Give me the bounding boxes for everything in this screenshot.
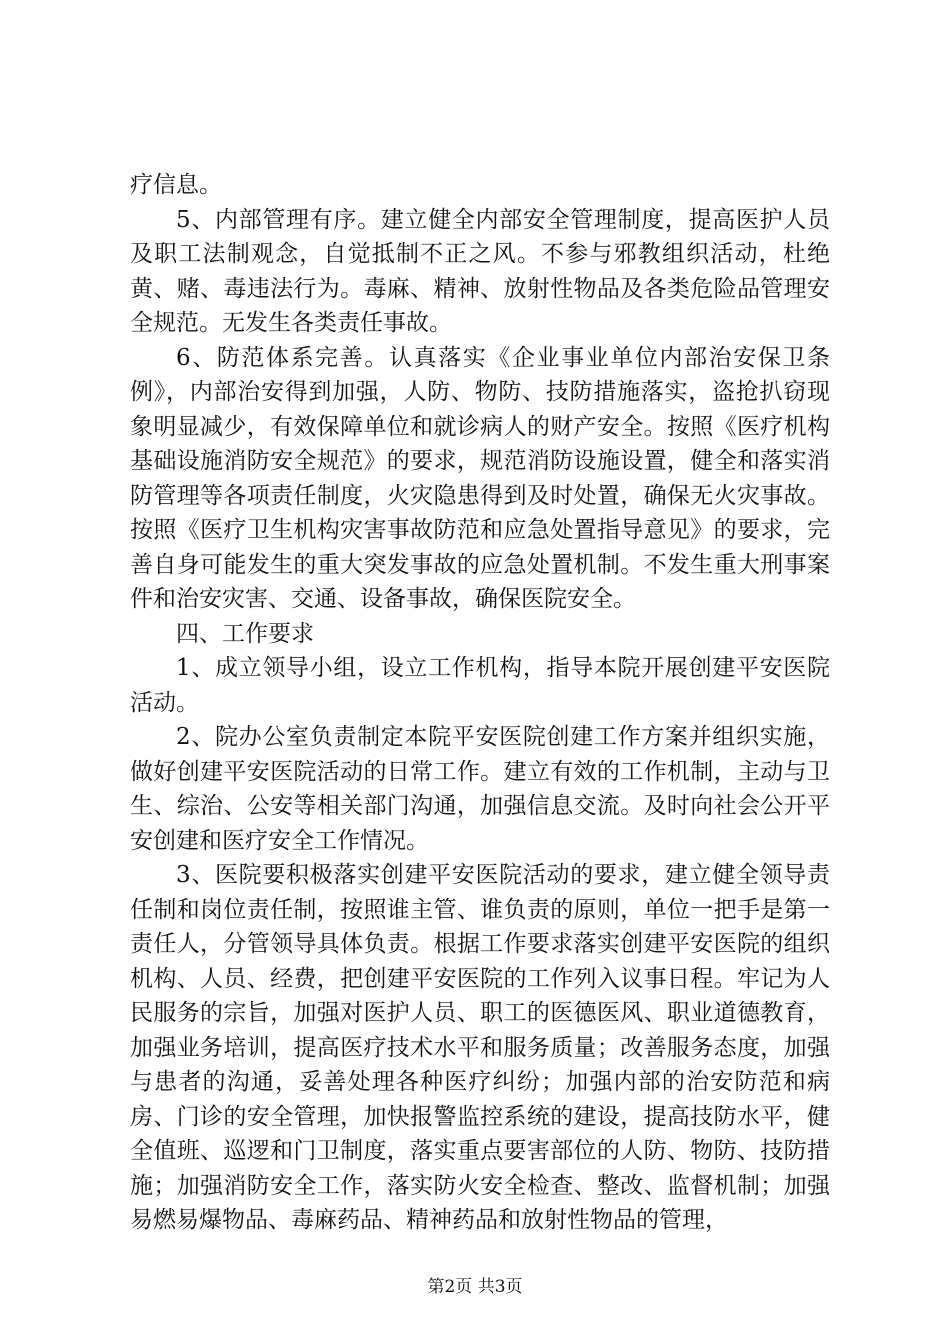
paragraph-requirement-3: 3、医院要积极落实创建平安医院活动的要求，建立健全领导责任制和岗位责任制，按照谁主管、谁负责的原则，单位一把手是第一责任人，分管领导具体负责。根据工作要求落实创建平安医院的组织机构、人员、经费，把创建平安医院的工作列入议事日程。牢记为人民服务的宗旨，加强对医护人员、职工的医德医风、职业道德教育，加强业务培训，提高医疗技术水平和服务质量；改善服务态度，加强与患者的沟通，妥善处理各种医疗纠纷；加强内部的治安防范和病房、门诊的安全管理，加快报警监控系统的建设，提高技防水平，健全值班、巡逻和门卫制度，落实重点要害部位的人防、物防、技防措施；加强消防安全工作，落实防火安全检查、整改、监督机制；加强易燃易爆物品、毒麻药品、精神药品和放射性物品的管理， [130,862,830,1233]
page-footer: 第2页 共3页 [427,1277,523,1297]
paragraph-requirement-2: 2、院办公室负责制定本院平安医院创建工作方案并组织实施，做好创建平安医院活动的日常工作。建立有效的工作机制，主动与卫生、综治、公安等相关部门沟通，加强信息交流。及时向社会公开平安创建和医疗安全工作情况。 [130,724,830,854]
paragraph-continuation: 疗信息。 [130,172,222,198]
paragraph-requirement-1: 1、成立领导小组，设立工作机构，指导本院开展创建平安医院活动。 [130,655,830,716]
document-body [130,168,830,1238]
paragraph-item-6: 6、防范体系完善。认真落实《企业事业单位内部治安保卫条例》，内部治安得到加强，人防、物防、技防措施落实，盗抢扒窃现象明显减少，有效保障单位和就诊病人的财产安全。按照《医疗机构基础设施消防安全规范》的要求，规范消防设施设置，健全和落实消防管理等各项责任制度，火灾隐患得到及时处置，确保无火灾事故。按照《医疗卫生机构灾害事故防范和应急处置指导意见》的要求，完善自身可能发生的重大突发事故的应急处置机制。不发生重大刑事案件和治安灾害、交通、设备事故，确保医院安全。 [130,344,830,612]
paragraph-item-5: 5、内部管理有序。建立健全内部安全管理制度，提高医护人员及职工法制观念，自觉抵制不正之风。不参与邪教组织活动，杜绝黄、赌、毒违法行为。毒麻、精神、放射性物品及各类危险品管理安全规范。无发生各类责任事故。 [130,206,830,336]
section-heading: 四、工作要求 [176,620,314,647]
